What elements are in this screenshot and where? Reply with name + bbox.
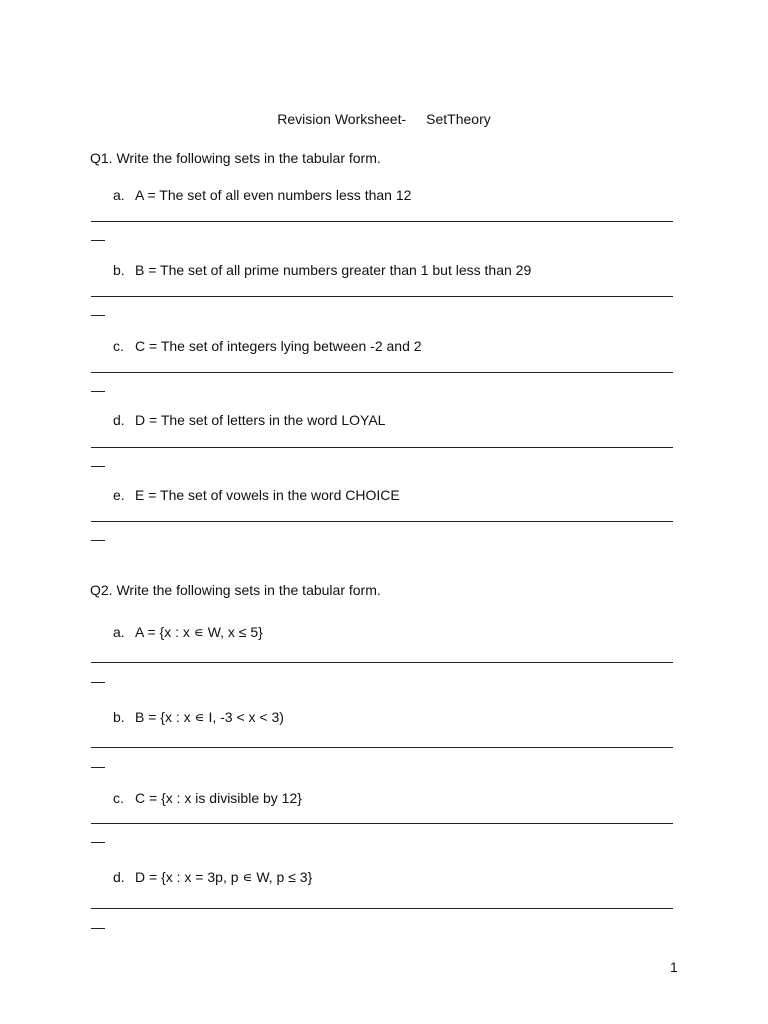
- answer-line: [91, 296, 673, 297]
- q1-item-b: [113, 262, 531, 278]
- answer-line-stub: [91, 842, 105, 843]
- q1-item-d: [113, 412, 385, 428]
- item-letter: a.: [113, 187, 125, 203]
- answer-line: [91, 521, 673, 522]
- answer-line: [91, 823, 673, 824]
- item-text: C = The set of integers lying between -2 and 2: [135, 338, 422, 354]
- item-text: D = {x : x = 3p, p ∊ W, p ≤ 3}: [135, 869, 313, 885]
- page-number: 1: [670, 959, 678, 975]
- answer-line-stub: [91, 240, 105, 241]
- answer-line: [91, 447, 673, 448]
- answer-line-stub: [91, 928, 105, 929]
- page-title: [0, 111, 768, 127]
- item-letter: c.: [113, 338, 124, 354]
- answer-line: [91, 221, 673, 222]
- item-letter: a.: [113, 624, 125, 640]
- answer-line-stub: [91, 391, 105, 392]
- answer-line-stub: [91, 767, 105, 768]
- q1-heading: Q1. Write the following sets in the tabular form.: [90, 150, 381, 166]
- item-letter: d.: [113, 412, 125, 428]
- answer-line: [91, 747, 673, 748]
- item-text: B = {x : x ∊ I, -3 < x < 3): [135, 709, 284, 725]
- answer-line-stub: [91, 682, 105, 683]
- item-letter: d.: [113, 869, 125, 885]
- q2-item-d: [113, 869, 312, 886]
- item-letter: c.: [113, 790, 124, 806]
- item-text: D = The set of letters in the word LOYAL: [135, 412, 386, 428]
- q2-item-c: [113, 790, 302, 806]
- q1-item-e: [113, 487, 400, 503]
- item-text: A = {x : x ∊ W, x ≤ 5}: [135, 624, 263, 640]
- q2-item-a: [113, 624, 263, 641]
- item-text: E = The set of vowels in the word CHOICE: [135, 487, 400, 503]
- answer-line-stub: [91, 466, 105, 467]
- q2-heading: Q2. Write the following sets in the tabular form.: [90, 582, 381, 598]
- answer-line: [91, 662, 673, 663]
- answer-line-stub: [91, 540, 105, 541]
- q1-item-a: [113, 187, 411, 203]
- item-letter: b.: [113, 709, 125, 725]
- title-part-1: Revision Worksheet-: [277, 111, 407, 127]
- answer-line: [91, 372, 673, 373]
- answer-line: [91, 908, 673, 909]
- q1-item-c: [113, 338, 422, 354]
- answer-line-stub: [91, 315, 105, 316]
- title-part-2: SetTheory: [426, 111, 491, 127]
- item-text: B = The set of all prime numbers greater than 1 but less than 29: [135, 262, 532, 278]
- item-text: A = The set of all even numbers less than 12: [135, 187, 412, 203]
- item-letter: e.: [113, 487, 125, 503]
- q2-item-b: [113, 709, 284, 726]
- item-letter: b.: [113, 262, 125, 278]
- item-text: C = {x : x is divisible by 12}: [135, 790, 302, 806]
